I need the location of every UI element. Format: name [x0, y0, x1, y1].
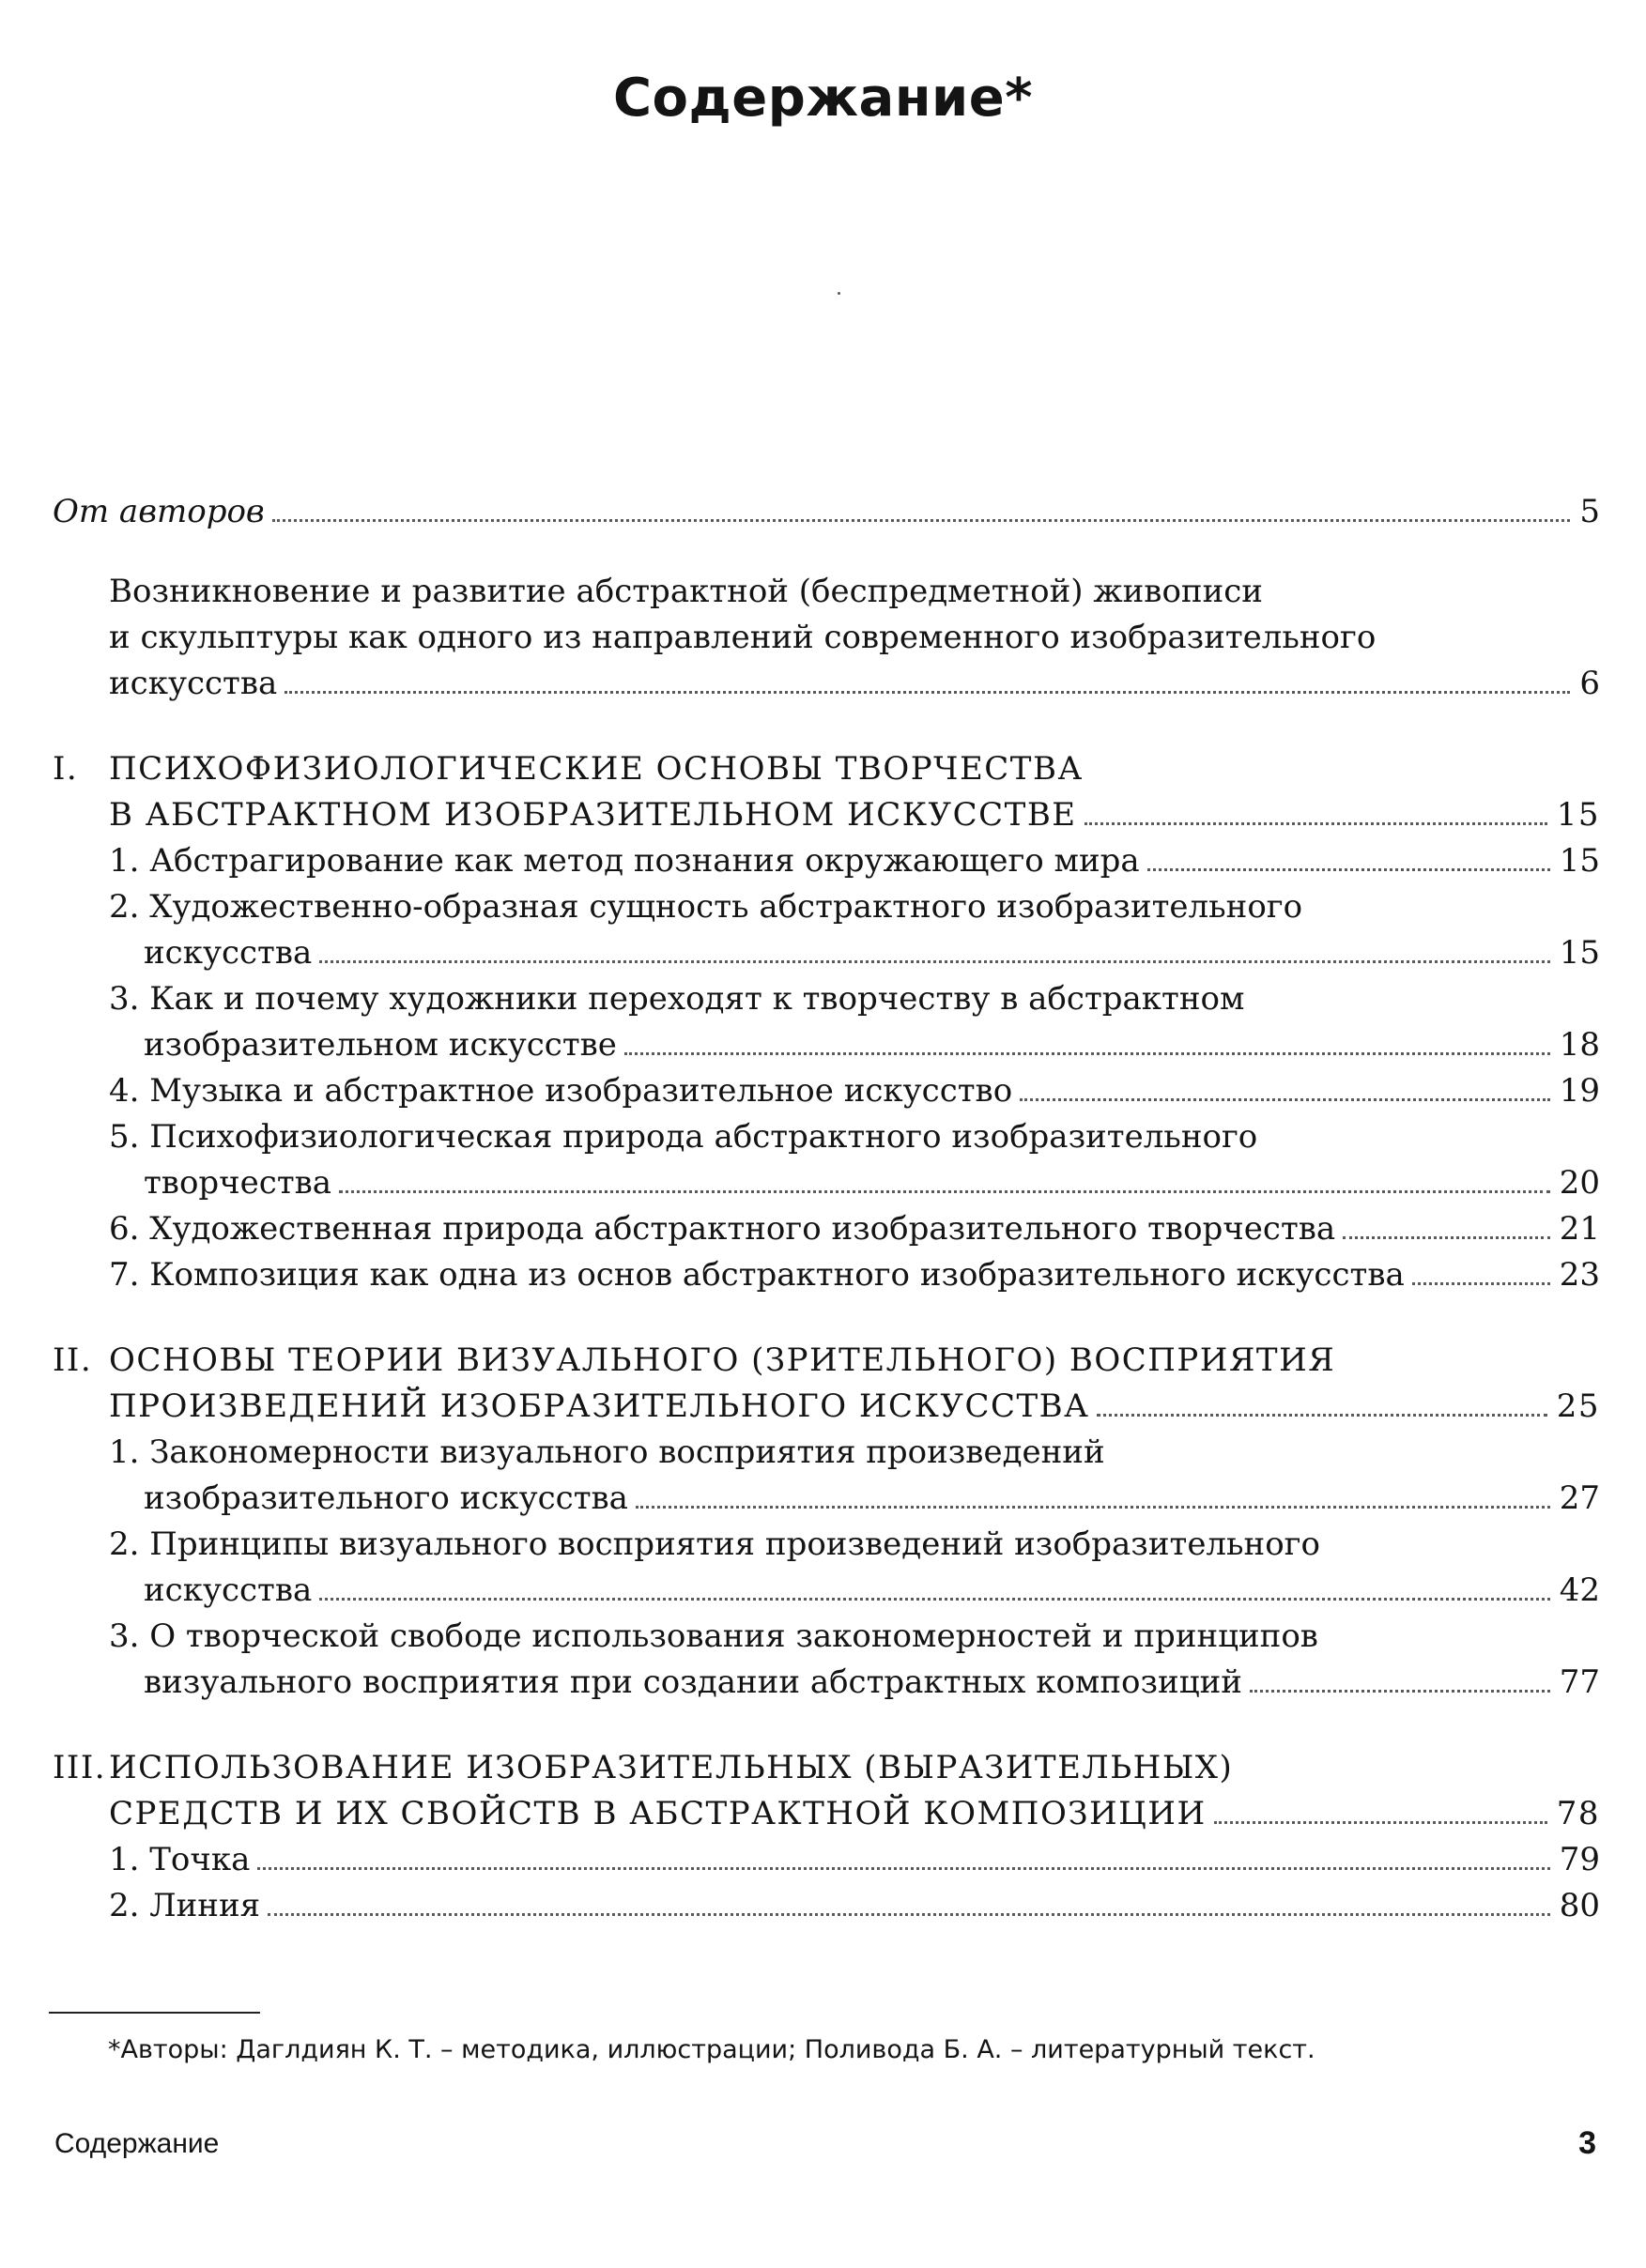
toc-entry-text: 2. Принципы визуального восприятия произведений изобразительного — [109, 1525, 1320, 1563]
toc-page-number: 20 — [1559, 1164, 1600, 1202]
section-heading: СРЕДСТВ И ИХ СВОЙСТВ В АБСТРАКТНОЙ КОМПОЗИЦИИ — [109, 1795, 1207, 1832]
section-heading: ОСНОВЫ ТЕОРИИ ВИЗУАЛЬНОГО (ЗРИТЕЛЬНОГО) ВОСПРИЯТИЯ — [109, 1341, 1336, 1379]
toc-entry-text: 2. Художественно-образная сущность абстрактного изобразительного — [109, 888, 1303, 926]
toc-entry-text: искусства — [109, 665, 278, 702]
toc-item[interactable] — [53, 1430, 1600, 1522]
spacer — [53, 535, 1600, 569]
toc-item[interactable] — [53, 1522, 1600, 1614]
dot-leader — [624, 1052, 1550, 1055]
footnote-rule — [49, 2012, 260, 2014]
footnote: *Авторы: Даглдиян К. Т. – методика, иллюстрации; Поливода Б. А. – литературный текст. — [108, 2035, 1315, 2064]
toc-page-number: 25 — [1556, 1387, 1600, 1425]
toc-entry-text: 7. Композиция как одна из основ абстрактного изобразительного искусства — [109, 1256, 1405, 1294]
toc-page-number: 6 — [1579, 665, 1600, 702]
toc-page-number: 15 — [1556, 796, 1600, 834]
toc-entry-text: изобразительного искусства — [144, 1479, 628, 1517]
dot-leader — [319, 960, 1549, 963]
dot-leader — [1147, 868, 1550, 871]
toc-page-number: 15 — [1559, 842, 1600, 880]
toc-entry-text: 3. Как и почему художники переходят к творчеству в абстрактном — [109, 980, 1245, 1018]
spacer — [53, 1298, 1600, 1338]
toc-entry-text: 6. Художественная природа абстрактного изобразительного творчества — [109, 1210, 1336, 1248]
dot-leader — [272, 519, 1571, 522]
dot-leader — [1097, 1414, 1546, 1417]
running-title: Содержание — [54, 2128, 220, 2159]
dot-leader — [268, 1913, 1550, 1916]
toc-entry-text: 2. Линия — [109, 1887, 261, 1924]
section-number: II. — [53, 1341, 93, 1379]
spacer — [53, 707, 1600, 746]
toc-entry-text: 3. О творческой свободе использования закономерностей и принципов — [109, 1617, 1318, 1655]
section-heading: ПСИХОФИЗИОЛОГИЧЕСКИЕ ОСНОВЫ ТВОРЧЕСТВА — [109, 750, 1084, 788]
toc-page-number: 15 — [1559, 934, 1600, 972]
dot-leader — [1412, 1282, 1550, 1285]
toc-entry-text: и скульптуры как одного из направлений современного изобразительного — [109, 619, 1377, 656]
section-heading: ИСПОЛЬЗОВАНИЕ ИЗОБРАЗИТЕЛЬНЫХ (ВЫРАЗИТЕЛЬНЫХ) — [109, 1749, 1234, 1786]
section-heading: ПРОИЗВЕДЕНИЙ ИЗОБРАЗИТЕЛЬНОГО ИСКУССТВА — [109, 1387, 1090, 1425]
toc-item[interactable] — [53, 838, 1600, 884]
toc-page-number: 78 — [1556, 1795, 1600, 1832]
toc-entry-text: 1. Абстрагирование как метод познания окружающего мира — [109, 842, 1140, 880]
dot-leader — [1343, 1236, 1550, 1239]
toc-item[interactable] — [53, 1068, 1600, 1114]
toc-page-number: 19 — [1559, 1072, 1600, 1110]
toc-page-number: 27 — [1559, 1479, 1600, 1517]
dot-leader — [1214, 1821, 1547, 1824]
spacer — [53, 1706, 1600, 1745]
toc-entry-text: 1. Закономерности визуального восприятия произведений — [109, 1433, 1105, 1471]
dot-leader — [1085, 822, 1547, 825]
scan-speck — [838, 292, 840, 295]
toc-entry-text: искусства — [144, 1571, 313, 1609]
dot-leader — [1250, 1690, 1550, 1693]
table-of-contents — [53, 489, 1600, 1929]
toc-section-1[interactable] — [53, 746, 1600, 838]
toc-entry-text: искусства — [144, 934, 313, 972]
section-number: I. — [53, 750, 79, 788]
dot-leader — [636, 1506, 1550, 1509]
page-number: 3 — [1578, 2125, 1596, 2161]
toc-page-number: 79 — [1559, 1841, 1600, 1878]
toc-entry-authors[interactable] — [53, 489, 1600, 535]
toc-page-number: 18 — [1559, 1026, 1600, 1064]
toc-item[interactable] — [53, 884, 1600, 976]
dot-leader — [319, 1598, 1549, 1601]
toc-item[interactable] — [53, 1206, 1600, 1252]
toc-page-number: 21 — [1559, 1210, 1600, 1248]
toc-entry-text: 4. Музыка и абстрактное изобразительное искусство — [109, 1072, 1013, 1110]
toc-entry-text: изобразительном искусстве — [144, 1026, 617, 1064]
toc-entry-text: творчества — [144, 1164, 332, 1202]
toc-page-number: 23 — [1559, 1256, 1600, 1294]
toc-entry-text: От авторов — [53, 493, 265, 530]
toc-page-number: 5 — [1579, 493, 1600, 530]
toc-item[interactable] — [53, 1252, 1600, 1298]
toc-item[interactable] — [53, 1837, 1600, 1883]
toc-item[interactable] — [53, 976, 1600, 1068]
toc-entry-intro[interactable] — [53, 569, 1600, 707]
toc-item[interactable] — [53, 1114, 1600, 1206]
toc-page-number: 77 — [1559, 1663, 1600, 1701]
toc-entry-text: 5. Психофизиологическая природа абстрактного изобразительного — [109, 1118, 1258, 1156]
dot-leader — [257, 1867, 1549, 1870]
dot-leader — [285, 691, 1570, 694]
toc-entry-text: 1. Точка — [109, 1841, 251, 1878]
toc-section-3[interactable] — [53, 1745, 1600, 1837]
dot-leader — [1020, 1098, 1550, 1101]
section-number: III. — [53, 1749, 107, 1786]
dot-leader — [339, 1190, 1550, 1193]
toc-page-number: 80 — [1559, 1887, 1600, 1924]
page-title: Содержание* — [612, 68, 1034, 129]
toc-item[interactable] — [53, 1614, 1600, 1706]
toc-page-number: 42 — [1559, 1571, 1600, 1609]
section-heading: В АБСТРАКТНОМ ИЗОБРАЗИТЕЛЬНОМ ИСКУССТВЕ — [109, 796, 1077, 834]
toc-item[interactable] — [53, 1883, 1600, 1929]
toc-section-2[interactable] — [53, 1338, 1600, 1430]
toc-entry-text: визуального восприятия при создании абстрактных композиций — [144, 1663, 1242, 1701]
toc-entry-text: Возникновение и развитие абстрактной (беспредметной) живописи — [109, 573, 1263, 610]
